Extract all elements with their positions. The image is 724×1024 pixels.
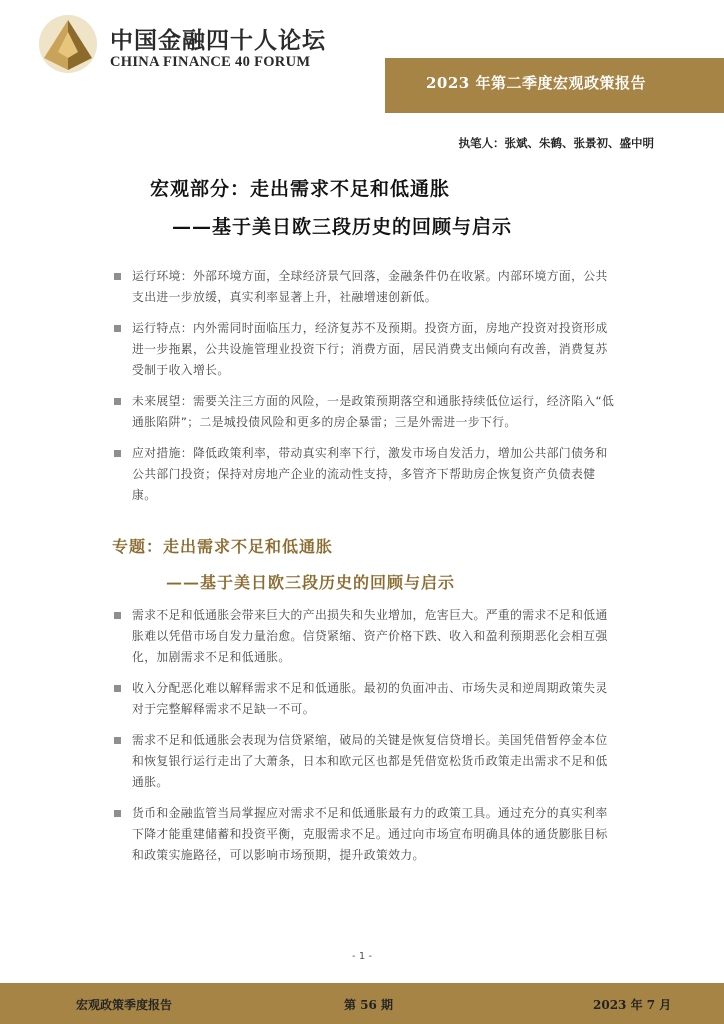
list-item <box>112 443 618 506</box>
list-item-text: 运行环境：外部环境方面，全球经济景气回落，金融条件仍在收紧。内部环境方面，公共支出进一步放缓，真实利率显著上升，社融增速创新低。 <box>132 269 608 304</box>
list-item-text: 需求不足和低通胀会表现为信贷紧缩，破局的关键是恢复信贷增长。美国凭借暂停金本位和恢复银行运行走出了大萧条，日本和欧元区也都是凭借宽松货币政策走出需求不足和低通胀。 <box>132 733 608 789</box>
bullet-square-icon <box>114 273 121 280</box>
authors-line: 执笔人：张斌、朱鹤、张景初、盛中明 <box>458 136 654 150</box>
list-item-text: 未来展望：需要关注三方面的风险，一是政策预期落空和通胀持续低位运行，经济陷入“低通胀陷阱”；二是城投债风险和更多的房企暴雷；三是外需进一步下行。 <box>132 394 615 429</box>
list-item-text: 货币和金融监管当局掌握应对需求不足和低通胀最有力的政策工具。通过充分的真实利率下降才能重建储蓄和投资平衡，克服需求不足。通过向市场宣布明确具体的通货膨胀目标和政策实施路径，可以影响市场预期，提升政策效力。 <box>132 806 608 862</box>
list-item-text: 应对措施：降低政策利率，带动真实利率下行，激发市场自发活力，增加公共部门债务和公共部门投资；保持对房地产企业的流动性支持，多管齐下帮助房企恢复资产负债表健康。 <box>132 446 608 502</box>
list-item-text: 收入分配恶化难以解释需求不足和低通胀。最初的负面冲击、市场失灵和逆周期政策失灵对于完整解释需求不足缺一不可。 <box>132 681 608 716</box>
list-item <box>112 678 618 720</box>
page-header <box>0 0 724 120</box>
list-item <box>112 266 618 308</box>
forum-pyramid-logo-icon <box>38 14 98 74</box>
list-item-text: 运行特点：内外需同时面临压力，经济复苏不及预期。投资方面，房地产投资对投资形成进一步拖累，公共设施管理业投资下行；消费方面，居民消费支出倾向有改善，消费复苏受制于收入增长。 <box>132 321 608 377</box>
page-number: - 1 - <box>352 951 372 962</box>
section-subtitle: ——基于美日欧三段历史的回顾与启示 <box>172 216 513 238</box>
bullet-square-icon <box>114 737 121 744</box>
list-item <box>112 605 618 668</box>
list-item <box>112 803 618 866</box>
bullet-square-icon <box>114 450 121 457</box>
bullet-square-icon <box>114 685 121 692</box>
footer-issue-number: 第 56 期 <box>344 998 394 1012</box>
topic-title: 专题：走出需求不足和低通胀 <box>112 537 334 556</box>
list-item-text: 需求不足和低通胀会带来巨大的产出损失和失业增加，危害巨大。严重的需求不足和低通胀难以凭借市场自发力量治愈。信贷紧缩、资产价格下跌、收入和盈利预期恶化会相互强化，加剧需求不足和低通胀。 <box>132 608 608 664</box>
report-title: 2023 年第二季度宏观政策报告 <box>426 74 646 92</box>
bullet-square-icon <box>114 612 121 619</box>
list-item <box>112 391 618 433</box>
bullet-square-icon <box>114 810 121 817</box>
logo-english-name: CHINA FINANCE 40 FORUM <box>110 54 311 70</box>
footer-date: 2023 年 7 月 <box>593 998 672 1012</box>
bullet-square-icon <box>114 398 121 405</box>
topic-list <box>112 605 618 876</box>
list-item <box>112 730 618 793</box>
summary-list <box>112 266 618 516</box>
bullet-square-icon <box>114 325 121 332</box>
footer-publication-name: 宏观政策季度报告 <box>76 998 173 1012</box>
topic-subtitle: ——基于美日欧三段历史的回顾与启示 <box>166 573 456 592</box>
logo-chinese-name: 中国金融四十人论坛 <box>110 27 326 54</box>
section-title: 宏观部分：走出需求不足和低通胀 <box>150 178 451 200</box>
list-item <box>112 318 618 381</box>
